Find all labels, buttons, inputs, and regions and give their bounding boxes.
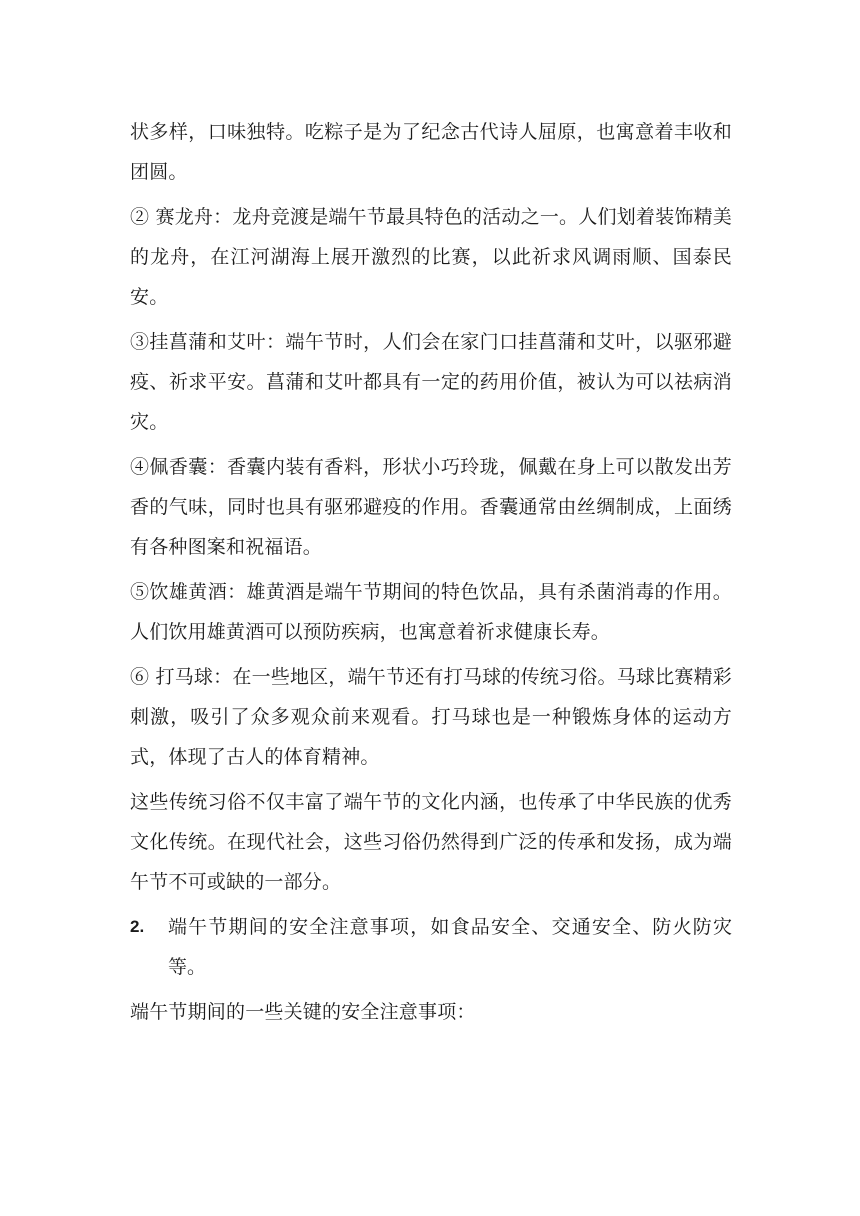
paragraph-realgar-wine: ⑤饮雄黄酒：雄黄酒是端午节期间的特色饮品，具有杀菌消毒的作用。人们饮用雄黄酒可以预防疾病，也寓意着祈求健康长寿。 bbox=[130, 581, 732, 643]
paragraph-zongzi-continued: 状多样，口味独特。吃粽子是为了纪念古代诗人屈原，也寓意着丰收和团圆。 bbox=[130, 121, 732, 183]
list-item-text: 端午节期间的安全注意事项，如食品安全、交通安全、防火防灾等。 bbox=[168, 916, 732, 978]
paragraph-summary: 这些传统习俗不仅丰富了端午节的文化内涵，也传承了中华民族的优秀文化传统。在现代社会，这些习俗仍然得到广泛的传承和发扬，成为端午节不可或缺的一部分。 bbox=[130, 791, 732, 893]
paragraph-calamus-mugwort: ③挂菖蒲和艾叶：端午节时，人们会在家门口挂菖蒲和艾叶，以驱邪避疫、祈求平安。菖蒲和艾叶都具有一定的药用价值，被认为可以祛病消灾。 bbox=[130, 331, 732, 433]
numbered-list-item bbox=[130, 907, 732, 987]
document-body bbox=[130, 112, 732, 1032]
paragraph-dragon-boat: ② 赛龙舟：龙舟竞渡是端午节最具特色的活动之一。人们划着装饰精美的龙舟，在江河湖海上展开激烈的比赛，以此祈求风调雨顺、国泰民安。 bbox=[130, 206, 732, 308]
paragraph-safety-intro: 端午节期间的一些关键的安全注意事项： bbox=[130, 1001, 476, 1023]
paragraph-polo: ⑥ 打马球：在一些地区，端午节还有打马球的传统习俗。马球比赛精彩刺激，吸引了众多观众前来观看。打马球也是一种锻炼身体的运动方式，体现了古人的体育精神。 bbox=[130, 666, 732, 768]
paragraph-sachet: ④佩香囊：香囊内装有香料，形状小巧玲珑，佩戴在身上可以散发出芳香的气味，同时也具有驱邪避疫的作用。香囊通常由丝绸制成，上面绣有各种图案和祝福语。 bbox=[130, 456, 732, 558]
list-item-number: 2. bbox=[130, 917, 145, 936]
